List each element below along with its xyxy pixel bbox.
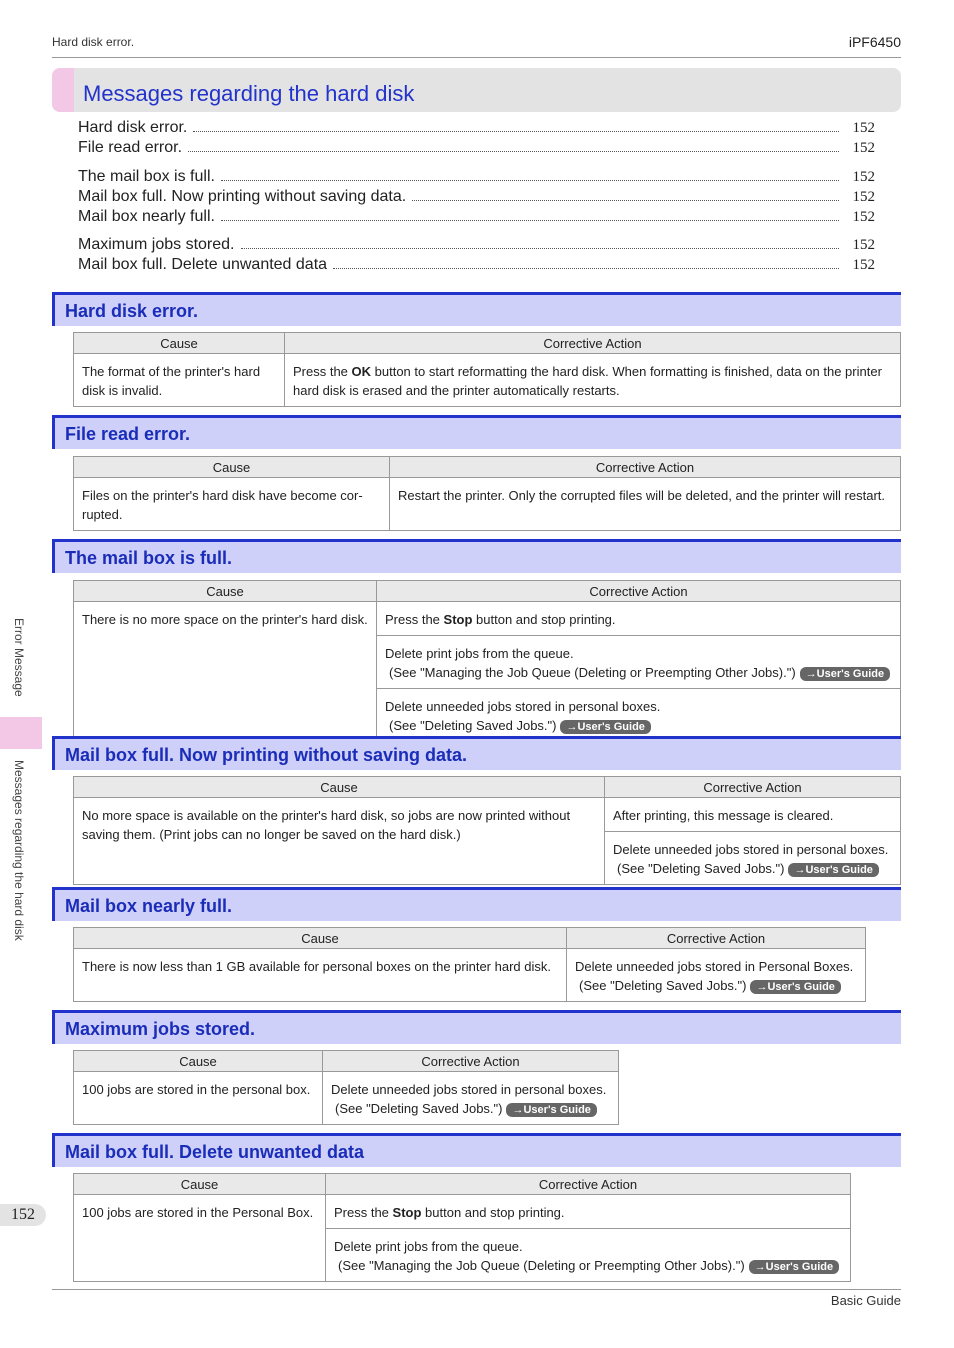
section-title: Mail box full. Now printing without saving data. [65,745,467,765]
section-heading-file-read-error [52,415,901,449]
toc-leader [221,208,839,221]
action-cell: After printing, this message is cleared. [605,798,901,832]
side-tab-chapter[interactable]: Error Message [12,618,26,697]
section-title: Mail box nearly full. [65,896,233,916]
cause-cell: There is now less than 1 GB available for personal boxes on the printer hard disk. [74,949,567,1002]
toc-entry-title: The mail box is full. [78,168,215,185]
col-cause: Cause [74,581,377,602]
page-number: 152 [0,1204,46,1226]
toc-entry[interactable] [78,188,875,206]
col-action: Corrective Action [567,928,866,949]
toc-leader [333,256,839,269]
action-cell: Delete print jobs from the queue. (See "Managing the Job Queue (Deleting or Preempting Other Jobs).") →User's Guide [326,1229,851,1282]
action-cell: Delete unneeded jobs stored in personal boxes. (See "Deleting Saved Jobs.") →User's Guide [605,832,901,885]
toc-leader [221,168,839,181]
action-cell: Delete unneeded jobs stored in personal boxes. (See "Deleting Saved Jobs.") →User's Guide [377,689,901,742]
cause-cell: The format of the printer's hard disk is invalid. [74,354,285,407]
col-cause: Cause [74,333,285,354]
toc-entry-title: Maximum jobs stored. [78,236,235,253]
footer-rule [52,1289,901,1290]
col-cause: Cause [74,457,390,478]
toc-entry-page: 152 [852,209,875,225]
footer-title: Basic Guide [830,1293,901,1308]
action-cell: Delete unneeded jobs stored in personal boxes. (See "Deleting Saved Jobs.") →User's Guide [323,1072,619,1125]
toc-entry-title: File read error. [78,139,183,156]
toc-entry-page: 152 [852,257,875,273]
col-action: Corrective Action [285,333,901,354]
toc-entry-page: 152 [852,237,875,253]
col-action: Corrective Action [323,1051,619,1072]
toc-entry[interactable] [78,256,875,274]
action-cell: Delete print jobs from the queue. (See "Managing the Job Queue (Deleting or Preempting Other Jobs).") →User's Guide [377,636,901,689]
action-cell: Press the Stop button and stop printing. [326,1195,851,1229]
toc-entry[interactable] [78,168,875,186]
section-heading-hard-disk-error [52,292,901,326]
cause-cell: Files on the printer's hard disk have become cor-rupted. [74,478,390,531]
toc-leader [412,188,839,201]
action-cell: Press the OK button to start reformatting the hard disk. When formatting is finished, data on the printer hard disk is erased and the printer automatically restarts. [285,354,901,407]
side-tab-section[interactable]: Messages regarding the hard disk [12,760,26,941]
section-heading-delete-unwanted-data [52,1133,901,1167]
header-rule [52,57,901,58]
col-action: Corrective Action [390,457,901,478]
section-title: Mail box full. Delete unwanted data [65,1142,365,1162]
error-table-delete-unwanted-data [73,1173,851,1282]
col-action: Corrective Action [605,777,901,798]
section-heading-mail-box-full [52,539,901,573]
cause-cell: There is no more space on the printer's hard disk. [74,602,377,742]
col-action: Corrective Action [326,1174,851,1195]
action-cell: Restart the printer. Only the corrupted files will be deleted, and the printer will restart. [390,478,901,531]
side-tab-marker [0,717,42,749]
toc-entry[interactable] [78,208,875,226]
users-guide-link[interactable]: →User's Guide [506,1103,596,1117]
error-table-hard-disk-error [73,332,901,407]
section-title: The mail box is full. [65,548,233,568]
section-heading-mail-box-nearly-full [52,887,901,921]
users-guide-link[interactable]: →User's Guide [750,980,840,994]
action-cell: Delete unneeded jobs stored in Personal Boxes. (See "Deleting Saved Jobs.") →User's Guide [567,949,866,1002]
users-guide-link[interactable]: →User's Guide [800,667,890,681]
error-table-maximum-jobs-stored [73,1050,619,1125]
toc-entry[interactable] [78,139,875,157]
toc-leader [193,119,839,132]
toc-entry-page: 152 [852,169,875,185]
users-guide-link[interactable]: →User's Guide [749,1260,839,1274]
toc-entry[interactable] [78,119,875,137]
section-heading-maximum-jobs-stored [52,1010,901,1044]
toc-entry-page: 152 [852,120,875,136]
toc-entry-page: 152 [852,189,875,205]
section-title: File read error. [65,424,191,444]
cause-cell: 100 jobs are stored in the personal box. [74,1072,323,1125]
toc-entry-title: Mail box full. Now printing without saving data. [78,188,407,205]
col-cause: Cause [74,928,567,949]
col-cause: Cause [74,1051,323,1072]
section-title: Maximum jobs stored. [65,1019,256,1039]
section-heading-mail-box-full-no-save [52,736,901,770]
toc-leader [188,139,839,152]
page-title-bar [52,68,901,112]
col-action: Corrective Action [377,581,901,602]
error-table-mail-box-full [73,580,901,742]
toc-entry-title: Mail box nearly full. [78,208,215,225]
col-cause: Cause [74,777,605,798]
error-table-file-read-error [73,456,901,531]
running-header-model: iPF6450 [848,34,901,50]
toc-entry-title: Hard disk error. [78,119,188,136]
toc-entry-title: Mail box full. Delete unwanted data [78,256,328,273]
cause-cell: 100 jobs are stored in the Personal Box. [74,1195,326,1282]
section-title: Hard disk error. [65,301,199,321]
error-table-mail-box-full-no-save [73,776,901,885]
toc-entry-page: 152 [852,140,875,156]
error-table-mail-box-nearly-full [73,927,866,1002]
users-guide-link[interactable]: →User's Guide [788,863,878,877]
action-cell: Press the Stop button and stop printing. [377,602,901,636]
page-title: Messages regarding the hard disk [83,81,415,106]
running-header-section: Hard disk error. [52,35,135,49]
col-cause: Cause [74,1174,326,1195]
toc-entry[interactable] [78,236,875,254]
cause-cell: No more space is available on the printer's hard disk, so jobs are now printed without saving them. (Print jobs can no longer be saved on the hard disk.) [74,798,605,885]
toc-leader [241,236,840,249]
users-guide-link[interactable]: →User's Guide [560,720,650,734]
